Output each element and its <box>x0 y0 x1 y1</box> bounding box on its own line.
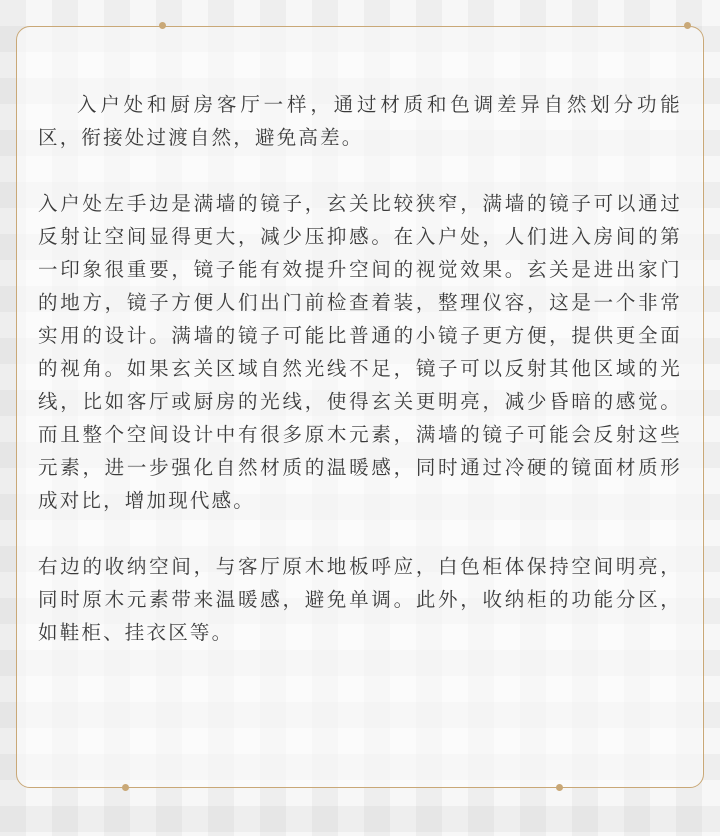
frame-dot-bottom-left <box>122 784 129 791</box>
paragraph-entrance-zoning: 入户处和厨房客厅一样，通过材质和色调差异自然划分功能区，衔接处过渡自然，避免高差。 <box>38 93 682 149</box>
paragraph-mirror-wall: 入户处左手边是满墙的镜子，玄关比较狭窄，满墙的镜子可以通过反射让空间显得更大，减少压抑感。在入户处，人们进入房间的第一印象很重要，镜子能有效提升空间的视觉效果。玄关是进出家门的地方，镜子方便人们出门前检查着装，整理仪容，这是一个非常实用的设计。满墙的镜子可能比普通的小镜子更方便，提供更全面的视角。如果玄关区域自然光线不足，镜子可以反射其他区域的光线，比如客厅或厨房的光线，使得玄关更明亮，减少昏暗的感觉。而且整个空间设计中有很多原木元素，满墙的镜子可能会反射这些元素，进一步强化自然材质的温暖感，同时通过冷硬的镜面材质形成对比，增加现代感。 <box>38 192 682 512</box>
article-body <box>38 88 682 682</box>
paragraph-storage: 右边的收纳空间，与客厅原木地板呼应，白色柜体保持空间明亮，同时原木元素带来温暖感，避免单调。此外，收纳柜的功能分区，如鞋柜、挂衣区等。 <box>38 555 682 644</box>
frame-dot-top-right <box>684 22 691 29</box>
frame-dot-top-left <box>159 22 166 29</box>
frame-dot-bottom-right <box>556 784 563 791</box>
